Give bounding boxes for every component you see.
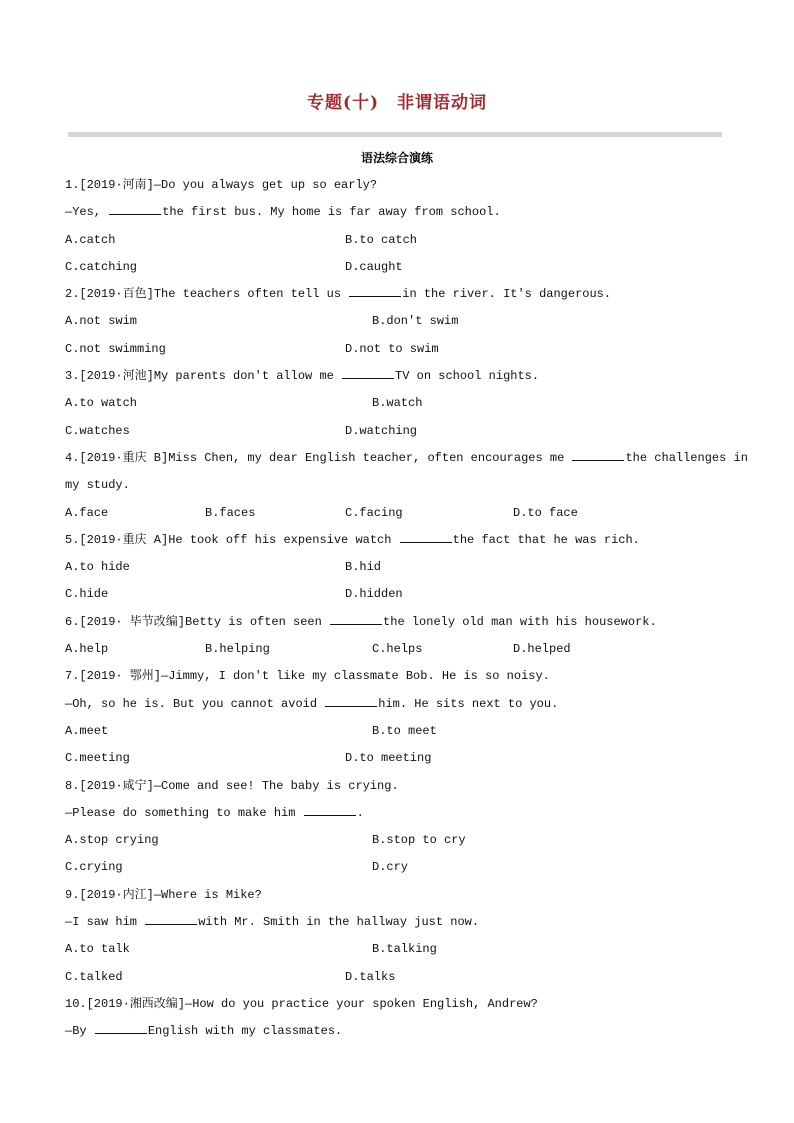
question-8-reply: —Please do something to make him . bbox=[65, 805, 364, 820]
question-4-stem-continued: my study. bbox=[65, 478, 130, 493]
question-3-options-row-2 bbox=[65, 418, 735, 445]
question-10-reply: —By English with my classmates. bbox=[65, 1024, 343, 1039]
question-9-options-row-2 bbox=[65, 964, 735, 991]
question-7-options-row-2 bbox=[65, 745, 735, 772]
question-3-stem: 3.[2019·河池]My parents don't allow me TV on school nights. bbox=[65, 369, 540, 384]
option-c: C.meeting bbox=[65, 751, 130, 766]
answer-blank bbox=[95, 1022, 147, 1034]
option-c: C.crying bbox=[65, 860, 123, 875]
question-7-options-row-1 bbox=[65, 718, 735, 745]
question-6-options bbox=[65, 636, 735, 663]
question-7-reply: —Oh, so he is. But you cannot avoid him. He sits next to you. bbox=[65, 696, 559, 711]
question-3-options-row-1 bbox=[65, 390, 735, 417]
question-list bbox=[65, 172, 748, 1046]
option-b: B.don't swim bbox=[372, 314, 459, 329]
section-heading: 语法综合演练 bbox=[360, 151, 433, 165]
option-a: A.help bbox=[65, 642, 109, 657]
option-d: D.not to swim bbox=[345, 341, 439, 356]
question-2-stem: 2.[2019·百色]The teachers often tell us in the river. It's dangerous. bbox=[65, 287, 612, 302]
option-c: C.catching bbox=[65, 259, 138, 274]
option-c: C.hide bbox=[65, 587, 109, 602]
option-a: A.to talk bbox=[65, 942, 130, 957]
answer-blank bbox=[349, 285, 401, 297]
answer-blank bbox=[342, 367, 394, 379]
answer-blank bbox=[400, 531, 452, 543]
page-title: 专题(十) 非谓语动词 bbox=[306, 93, 488, 113]
option-a: A.face bbox=[65, 505, 109, 520]
option-d: D.hidden bbox=[345, 587, 403, 602]
question-2-options-row-2 bbox=[65, 336, 735, 363]
question-1-reply: —Yes, the first bus. My home is far away from school. bbox=[65, 205, 501, 220]
question-6-stem: 6.[2019· 毕节改编]Betty is often seen the lonely old man with his housework. bbox=[65, 614, 657, 629]
question-5-options-row-2 bbox=[65, 581, 735, 608]
option-c: C.talked bbox=[65, 969, 123, 984]
option-b: B.talking bbox=[372, 942, 437, 957]
question-1-options-row-2 bbox=[65, 254, 735, 281]
option-a: A.catch bbox=[65, 232, 116, 247]
question-9-reply: —I saw him with Mr. Smith in the hallway just now. bbox=[65, 915, 480, 930]
option-b: B.helping bbox=[205, 642, 270, 657]
answer-blank bbox=[145, 913, 197, 925]
question-8-stem: 8.[2019·咸宁]—Come and see! The baby is crying. bbox=[65, 778, 399, 793]
question-9-stem: 9.[2019·内江]—Where is Mike? bbox=[65, 887, 262, 902]
title-divider bbox=[68, 132, 722, 137]
option-c: C.not swimming bbox=[65, 341, 166, 356]
question-9-options-row-1 bbox=[65, 936, 735, 963]
question-2-options-row-1 bbox=[65, 308, 735, 335]
option-a: A.meet bbox=[65, 723, 109, 738]
question-1-options-row-1 bbox=[65, 227, 735, 254]
answer-blank bbox=[109, 203, 161, 215]
question-7-stem: 7.[2019· 鄂州]—Jimmy, I don't like my classmate Bob. He is so noisy. bbox=[65, 669, 550, 684]
answer-blank bbox=[304, 804, 356, 816]
answer-blank bbox=[572, 449, 624, 461]
question-8-options-row-2 bbox=[65, 854, 735, 881]
option-b: B.hid bbox=[345, 560, 382, 575]
option-d: D.helped bbox=[513, 642, 571, 657]
question-8-options-row-1 bbox=[65, 827, 735, 854]
option-a: A.to watch bbox=[65, 396, 138, 411]
answer-blank bbox=[330, 613, 382, 625]
option-d: D.talks bbox=[345, 969, 396, 984]
option-b: B.to meet bbox=[372, 723, 437, 738]
option-c: C.watches bbox=[65, 423, 130, 438]
option-b: B.watch bbox=[372, 396, 423, 411]
question-5-options-row-1 bbox=[65, 554, 735, 581]
option-c: C.facing bbox=[345, 505, 403, 520]
question-1-stem: 1.[2019·河南]—Do you always get up so early? bbox=[65, 178, 378, 192]
option-d: D.caught bbox=[345, 259, 403, 274]
option-d: D.to face bbox=[513, 505, 578, 520]
option-d: D.to meeting bbox=[345, 751, 432, 766]
option-b: B.to catch bbox=[345, 232, 418, 247]
option-d: D.watching bbox=[345, 423, 418, 438]
question-10-stem: 10.[2019·湘西改编]—How do you practice your spoken English, Andrew? bbox=[65, 996, 538, 1011]
question-4-options bbox=[65, 500, 735, 527]
option-d: D.cry bbox=[372, 860, 409, 875]
option-a: A.not swim bbox=[65, 314, 138, 329]
option-b: B.stop to cry bbox=[372, 833, 466, 848]
option-a: A.to hide bbox=[65, 560, 130, 575]
question-4-stem: 4.[2019·重庆 B]Miss Chen, my dear English teacher, often encourages me the challenges in bbox=[65, 450, 748, 465]
question-5-stem: 5.[2019·重庆 A]He took off his expensive watch the fact that he was rich. bbox=[65, 532, 640, 547]
option-b: B.faces bbox=[205, 505, 256, 520]
option-a: A.stop crying bbox=[65, 833, 159, 848]
option-c: C.helps bbox=[372, 642, 423, 657]
answer-blank bbox=[325, 695, 377, 707]
